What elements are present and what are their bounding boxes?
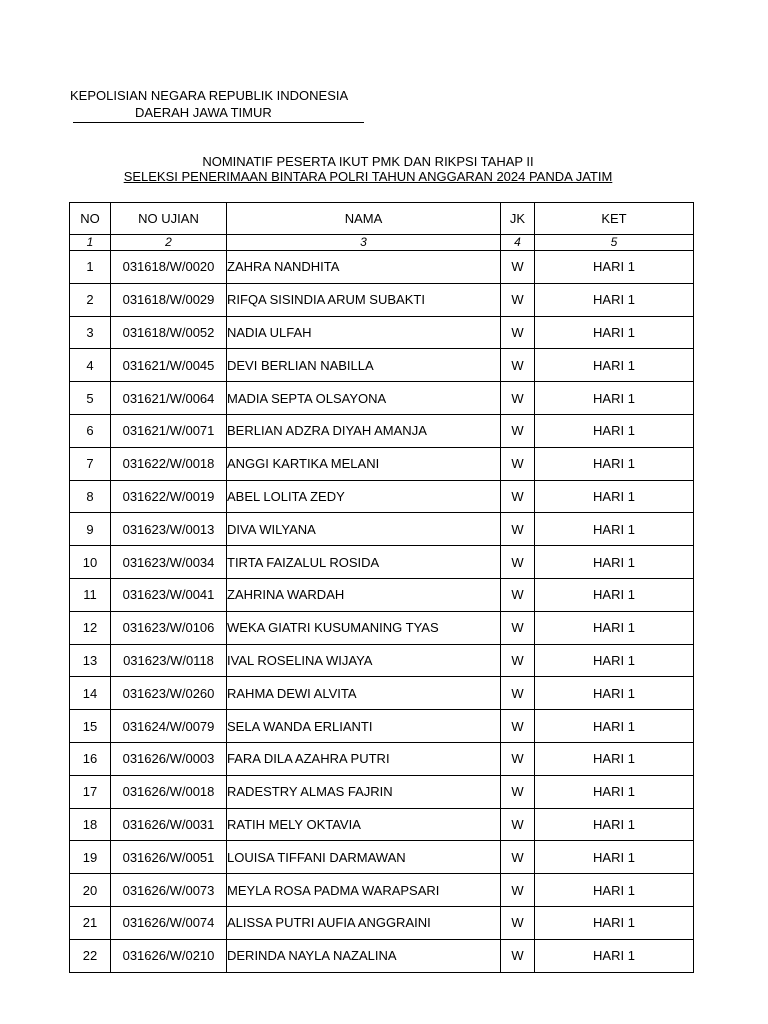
cell-nama: RATIH MELY OKTAVIA: [227, 808, 501, 841]
cell-ket: HARI 1: [535, 939, 694, 972]
cell-ket: HARI 1: [535, 513, 694, 546]
cell-jk: W: [501, 382, 535, 415]
cell-ket: HARI 1: [535, 677, 694, 710]
cell-jk: W: [501, 316, 535, 349]
column-header-no: NO: [70, 203, 111, 235]
cell-jk: W: [501, 578, 535, 611]
org-region: DAERAH JAWA TIMUR: [135, 105, 272, 120]
column-index: 1: [70, 235, 111, 251]
table-row: [70, 447, 694, 480]
table-row: [70, 939, 694, 972]
table-body: [70, 251, 694, 973]
cell-nama: DIVA WILYANA: [227, 513, 501, 546]
cell-no-ujian: 031622/W/0019: [111, 480, 227, 513]
cell-nama: ABEL LOLITA ZEDY: [227, 480, 501, 513]
column-index: 4: [501, 235, 535, 251]
column-index: 5: [535, 235, 694, 251]
cell-no: 7: [70, 447, 111, 480]
cell-no-ujian: 031623/W/0013: [111, 513, 227, 546]
cell-jk: W: [501, 414, 535, 447]
document-title: NOMINATIF PESERTA IKUT PMK DAN RIKPSI TAHAP II: [202, 154, 534, 169]
table-row: [70, 349, 694, 382]
cell-jk: W: [501, 775, 535, 808]
cell-jk: W: [501, 710, 535, 743]
cell-no-ujian: 031626/W/0073: [111, 874, 227, 907]
cell-no-ujian: 031623/W/0041: [111, 578, 227, 611]
cell-no: 13: [70, 644, 111, 677]
cell-no-ujian: 031618/W/0020: [111, 251, 227, 284]
table-row: [70, 775, 694, 808]
column-index-row: [70, 235, 694, 251]
cell-ket: HARI 1: [535, 480, 694, 513]
cell-jk: W: [501, 611, 535, 644]
cell-no-ujian: 031626/W/0031: [111, 808, 227, 841]
cell-ket: HARI 1: [535, 611, 694, 644]
cell-no: 10: [70, 546, 111, 579]
cell-nama: RAHMA DEWI ALVITA: [227, 677, 501, 710]
cell-no: 2: [70, 283, 111, 316]
cell-no: 12: [70, 611, 111, 644]
cell-ket: HARI 1: [535, 349, 694, 382]
cell-ket: HARI 1: [535, 874, 694, 907]
cell-no: 6: [70, 414, 111, 447]
cell-nama: SELA WANDA ERLIANTI: [227, 710, 501, 743]
cell-jk: W: [501, 939, 535, 972]
table-row: [70, 578, 694, 611]
cell-no: 3: [70, 316, 111, 349]
cell-jk: W: [501, 447, 535, 480]
table-row: [70, 251, 694, 284]
cell-no-ujian: 031623/W/0260: [111, 677, 227, 710]
table-header-row: [70, 203, 694, 235]
cell-ket: HARI 1: [535, 775, 694, 808]
cell-ket: HARI 1: [535, 906, 694, 939]
cell-no-ujian: 031626/W/0003: [111, 742, 227, 775]
cell-jk: W: [501, 251, 535, 284]
table-row: [70, 414, 694, 447]
table-row: [70, 316, 694, 349]
cell-nama: DERINDA NAYLA NAZALINA: [227, 939, 501, 972]
cell-no-ujian: 031626/W/0018: [111, 775, 227, 808]
column-index: 2: [111, 235, 227, 251]
org-name: KEPOLISIAN NEGARA REPUBLIK INDONESIA: [70, 88, 349, 103]
cell-no-ujian: 031626/W/0074: [111, 906, 227, 939]
table-row: [70, 382, 694, 415]
cell-no: 19: [70, 841, 111, 874]
table-row: [70, 841, 694, 874]
cell-nama: RADESTRY ALMAS FAJRIN: [227, 775, 501, 808]
table-row: [70, 611, 694, 644]
cell-no: 17: [70, 775, 111, 808]
column-header-jk: JK: [501, 203, 535, 235]
cell-no: 16: [70, 742, 111, 775]
cell-ket: HARI 1: [535, 644, 694, 677]
table-row: [70, 742, 694, 775]
cell-nama: LOUISA TIFFANI DARMAWAN: [227, 841, 501, 874]
table-row: [70, 546, 694, 579]
cell-no: 20: [70, 874, 111, 907]
cell-nama: IVAL ROSELINA WIJAYA: [227, 644, 501, 677]
cell-ket: HARI 1: [535, 578, 694, 611]
cell-no-ujian: 031626/W/0210: [111, 939, 227, 972]
cell-ket: HARI 1: [535, 251, 694, 284]
cell-no: 9: [70, 513, 111, 546]
cell-ket: HARI 1: [535, 742, 694, 775]
cell-nama: ZAHRINA WARDAH: [227, 578, 501, 611]
table-row: [70, 874, 694, 907]
cell-no: 11: [70, 578, 111, 611]
cell-no: 15: [70, 710, 111, 743]
cell-nama: ZAHRA NANDHITA: [227, 251, 501, 284]
cell-ket: HARI 1: [535, 841, 694, 874]
column-header-nama: NAMA: [227, 203, 501, 235]
table-row: [70, 710, 694, 743]
header-underline: [73, 122, 364, 123]
cell-nama: ANGGI KARTIKA MELANI: [227, 447, 501, 480]
cell-ket: HARI 1: [535, 283, 694, 316]
cell-nama: BERLIAN ADZRA DIYAH AMANJA: [227, 414, 501, 447]
cell-nama: DEVI BERLIAN NABILLA: [227, 349, 501, 382]
cell-jk: W: [501, 841, 535, 874]
cell-ket: HARI 1: [535, 447, 694, 480]
table-row: [70, 906, 694, 939]
cell-jk: W: [501, 349, 535, 382]
cell-ket: HARI 1: [535, 316, 694, 349]
cell-no: 14: [70, 677, 111, 710]
cell-jk: W: [501, 677, 535, 710]
cell-ket: HARI 1: [535, 546, 694, 579]
cell-nama: WEKA GIATRI KUSUMANING TYAS: [227, 611, 501, 644]
cell-nama: RIFQA SISINDIA ARUM SUBAKTI: [227, 283, 501, 316]
cell-nama: MEYLA ROSA PADMA WARAPSARI: [227, 874, 501, 907]
column-header-ket: KET: [535, 203, 694, 235]
cell-no: 18: [70, 808, 111, 841]
cell-ket: HARI 1: [535, 808, 694, 841]
cell-nama: TIRTA FAIZALUL ROSIDA: [227, 546, 501, 579]
cell-jk: W: [501, 644, 535, 677]
cell-nama: ALISSA PUTRI AUFIA ANGGRAINI: [227, 906, 501, 939]
cell-nama: NADIA ULFAH: [227, 316, 501, 349]
cell-no: 1: [70, 251, 111, 284]
cell-no: 21: [70, 906, 111, 939]
cell-no: 4: [70, 349, 111, 382]
cell-no: 22: [70, 939, 111, 972]
cell-jk: W: [501, 546, 535, 579]
participant-table: [69, 202, 694, 973]
cell-no-ujian: 031618/W/0052: [111, 316, 227, 349]
document-subtitle: SELEKSI PENERIMAAN BINTARA POLRI TAHUN ANGGARAN 2024 PANDA JATIM: [123, 169, 613, 184]
cell-no-ujian: 031626/W/0051: [111, 841, 227, 874]
cell-nama: FARA DILA AZAHRA PUTRI: [227, 742, 501, 775]
cell-no-ujian: 031621/W/0045: [111, 349, 227, 382]
cell-no-ujian: 031624/W/0079: [111, 710, 227, 743]
cell-ket: HARI 1: [535, 382, 694, 415]
table-row: [70, 644, 694, 677]
cell-no: 8: [70, 480, 111, 513]
cell-jk: W: [501, 808, 535, 841]
table-row: [70, 808, 694, 841]
cell-ket: HARI 1: [535, 414, 694, 447]
cell-jk: W: [501, 742, 535, 775]
cell-no-ujian: 031623/W/0034: [111, 546, 227, 579]
column-index: 3: [227, 235, 501, 251]
table-row: [70, 480, 694, 513]
cell-jk: W: [501, 513, 535, 546]
table-row: [70, 283, 694, 316]
cell-no-ujian: 031621/W/0064: [111, 382, 227, 415]
table-row: [70, 513, 694, 546]
table-row: [70, 677, 694, 710]
cell-no-ujian: 031621/W/0071: [111, 414, 227, 447]
cell-no-ujian: 031623/W/0106: [111, 611, 227, 644]
cell-jk: W: [501, 480, 535, 513]
cell-no-ujian: 031618/W/0029: [111, 283, 227, 316]
organization-header: [70, 87, 364, 121]
cell-jk: W: [501, 874, 535, 907]
cell-jk: W: [501, 283, 535, 316]
cell-jk: W: [501, 906, 535, 939]
cell-no-ujian: 031623/W/0118: [111, 644, 227, 677]
column-header-no-ujian: NO UJIAN: [111, 203, 227, 235]
cell-no: 5: [70, 382, 111, 415]
cell-no-ujian: 031622/W/0018: [111, 447, 227, 480]
cell-ket: HARI 1: [535, 710, 694, 743]
cell-nama: MADIA SEPTA OLSAYONA: [227, 382, 501, 415]
